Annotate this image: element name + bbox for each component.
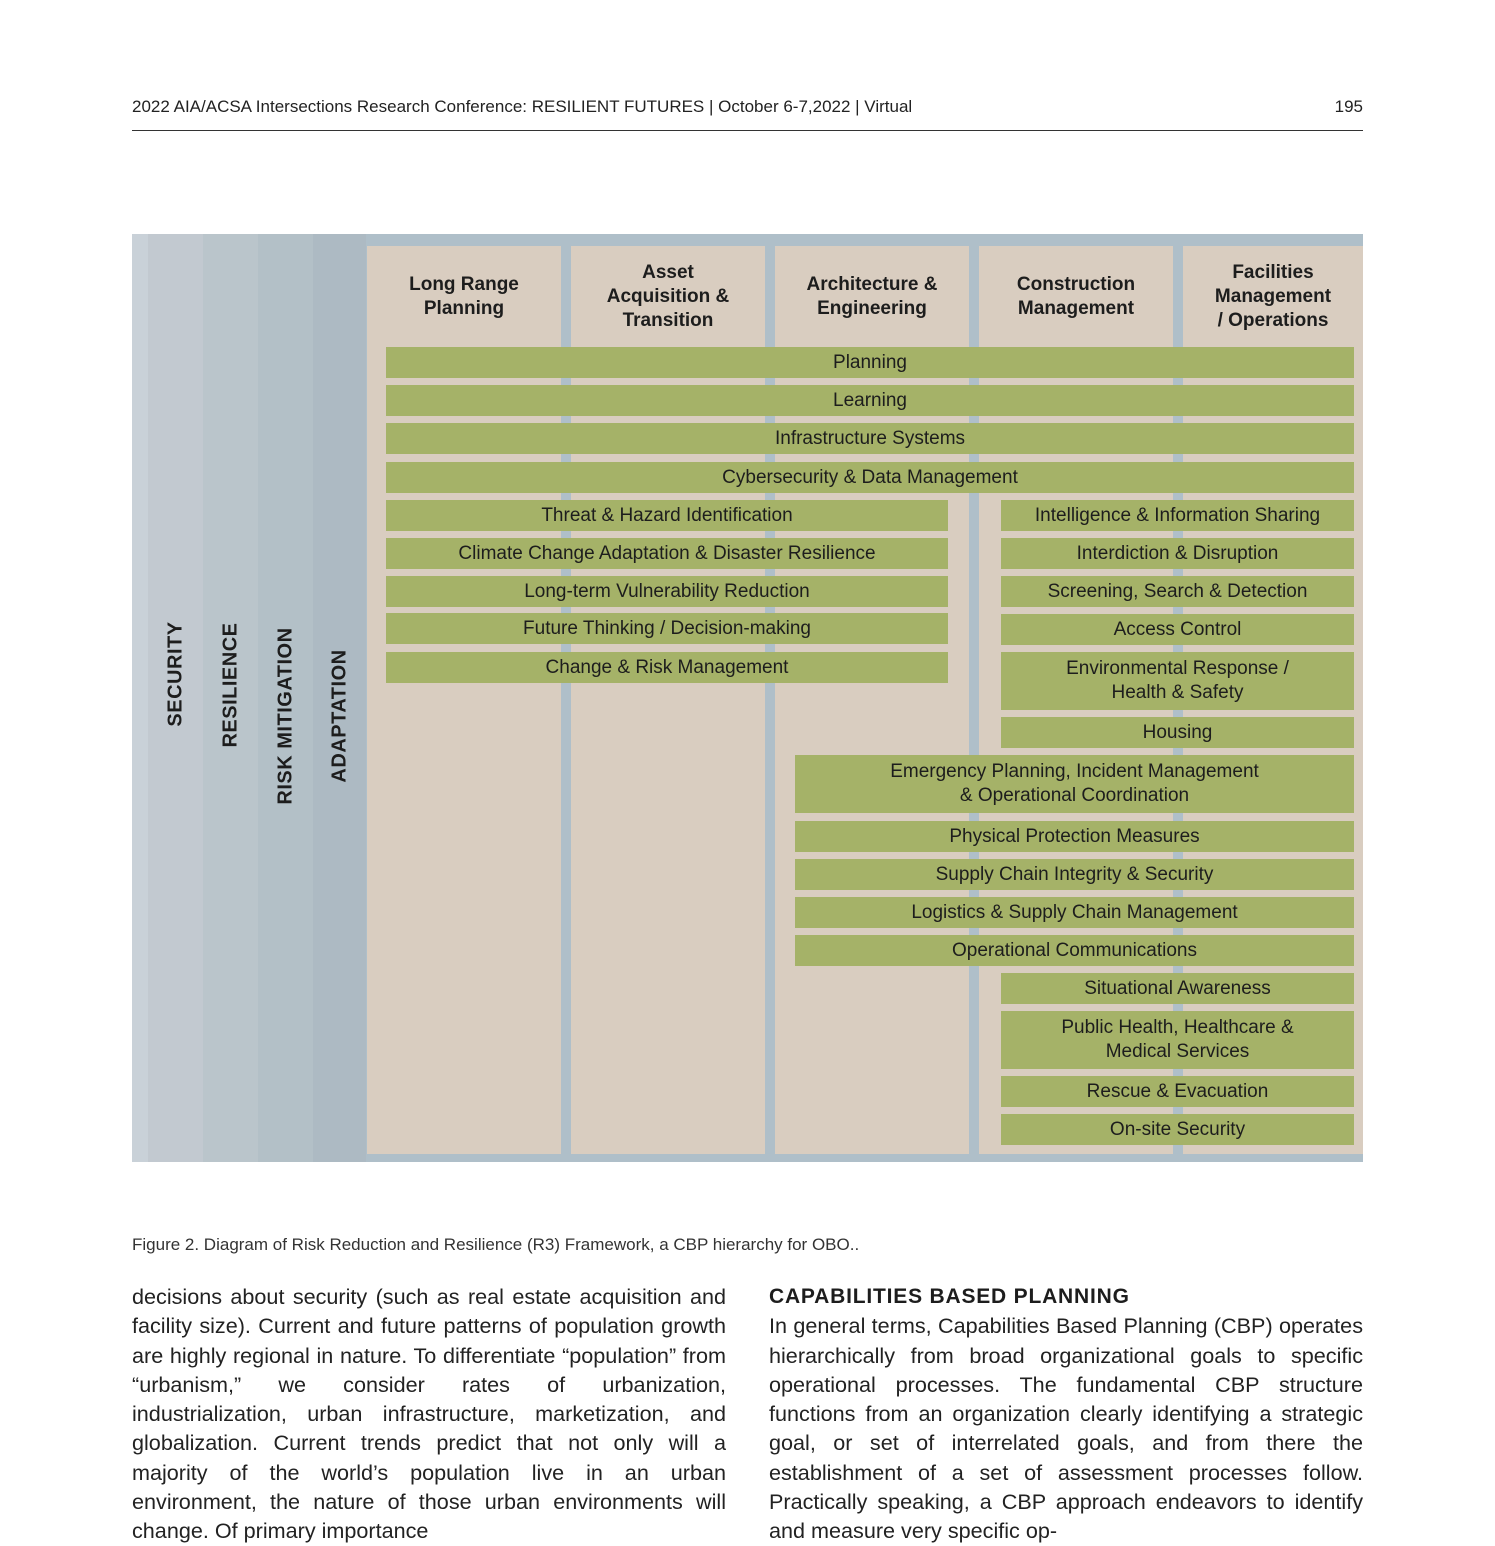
- column-header: Construction Management: [1016, 274, 1136, 319]
- body-column-right: [769, 1282, 1363, 1546]
- body-paragraph: In general terms, Capabilities Based Planning (CBP) operates hierarchically from broad organizational goals to specific operational processes. The fundamental CBP structure functions from an organization clearly identifying a strategic goal, or set of interrelated goals, and from there the establishment of a set of assessment processes follow. Practically speaking, a CBP approach endeavors to identify and measure very specific op-: [769, 1313, 1363, 1544]
- capability-housing: Housing: [1001, 717, 1354, 748]
- capability-change-risk: Change & Risk Management: [386, 652, 948, 683]
- diagram-edge-stripe: [132, 234, 148, 1162]
- band-label-risk-mitigation: RISK MITIGATION: [274, 627, 296, 805]
- column-header: Facilities Management / Operations: [1214, 262, 1332, 331]
- capability-intelligence-sharing: Intelligence & Information Sharing: [1001, 500, 1354, 531]
- body-column-left: [132, 1282, 726, 1546]
- column-asset-acquisition: [571, 246, 765, 1154]
- band-label-resilience: RESILIENCE: [219, 622, 241, 748]
- r3-framework-diagram: [132, 234, 1363, 1162]
- capability-operational-communications: Operational Communications: [795, 935, 1354, 966]
- band-resilience: [203, 234, 258, 1162]
- capability-interdiction: Interdiction & Disruption: [1001, 538, 1354, 569]
- band-label-security: SECURITY: [164, 621, 186, 727]
- column-architecture-engineering: [775, 246, 969, 1154]
- body-paragraph: decisions about security (such as real estate acquisition and facility size). Current and future patterns of population growth are highly regional in nature. To differentiate “population” from “urbanism,” we consider rates of urbanization, industrialization, urban infrastructure, marketization, and globalization. Current trends predict that not only will a majority of the world’s population live in an urban environment, the nature of those urban environments will change. Of primary importance: [132, 1284, 726, 1544]
- capability-vulnerability-reduction: Long-term Vulnerability Reduction: [386, 576, 948, 607]
- capability-rescue-evacuation: Rescue & Evacuation: [1001, 1076, 1354, 1107]
- capability-public-health: Public Health, Healthcare & Medical Services: [1001, 1011, 1354, 1069]
- band-security: [148, 234, 203, 1162]
- capability-planning: Planning: [386, 347, 1354, 378]
- column-header: Asset Acquisition & Transition: [606, 262, 730, 331]
- capability-physical-protection: Physical Protection Measures: [795, 821, 1354, 852]
- band-label-adaptation: ADAPTATION: [328, 649, 350, 783]
- column-long-range-planning: [367, 246, 561, 1154]
- capability-situational-awareness: Situational Awareness: [1001, 973, 1354, 1004]
- capability-threat-hazard: Threat & Hazard Identification: [386, 500, 948, 531]
- capability-logistics: Logistics & Supply Chain Management: [795, 897, 1354, 928]
- page-number: 195: [1334, 97, 1363, 116]
- column-header: Long Range Planning: [409, 274, 519, 319]
- capability-infrastructure-systems: Infrastructure Systems: [386, 423, 1354, 454]
- capability-cybersecurity: Cybersecurity & Data Management: [386, 462, 1354, 493]
- capability-future-thinking: Future Thinking / Decision-making: [386, 613, 948, 644]
- capability-screening: Screening, Search & Detection: [1001, 576, 1354, 607]
- figure-caption: Figure 2. Diagram of Risk Reduction and Resilience (R3) Framework, a CBP hierarchy for OBO..: [132, 1235, 860, 1254]
- capability-access-control: Access Control: [1001, 614, 1354, 645]
- capability-onsite-security: On-site Security: [1001, 1114, 1354, 1145]
- capability-learning: Learning: [386, 385, 1354, 416]
- capability-supply-chain-integrity: Supply Chain Integrity & Security: [795, 859, 1354, 890]
- capability-climate-change: Climate Change Adaptation & Disaster Resilience: [386, 538, 948, 569]
- section-heading: CAPABILITIES BASED PLANNING: [769, 1285, 1130, 1308]
- capability-environmental-response: Environmental Response / Health & Safety: [1001, 652, 1354, 710]
- running-header: [132, 96, 1363, 131]
- band-risk-mitigation: [258, 234, 313, 1162]
- capability-emergency-planning: Emergency Planning, Incident Management & Operational Coordination: [795, 755, 1354, 813]
- band-adaptation: [313, 234, 366, 1162]
- running-header-title: 2022 AIA/ACSA Intersections Research Conference: RESILIENT FUTURES | October 6-7,2022 | Virtual: [132, 97, 913, 116]
- column-header: Architecture & Engineering: [806, 274, 938, 319]
